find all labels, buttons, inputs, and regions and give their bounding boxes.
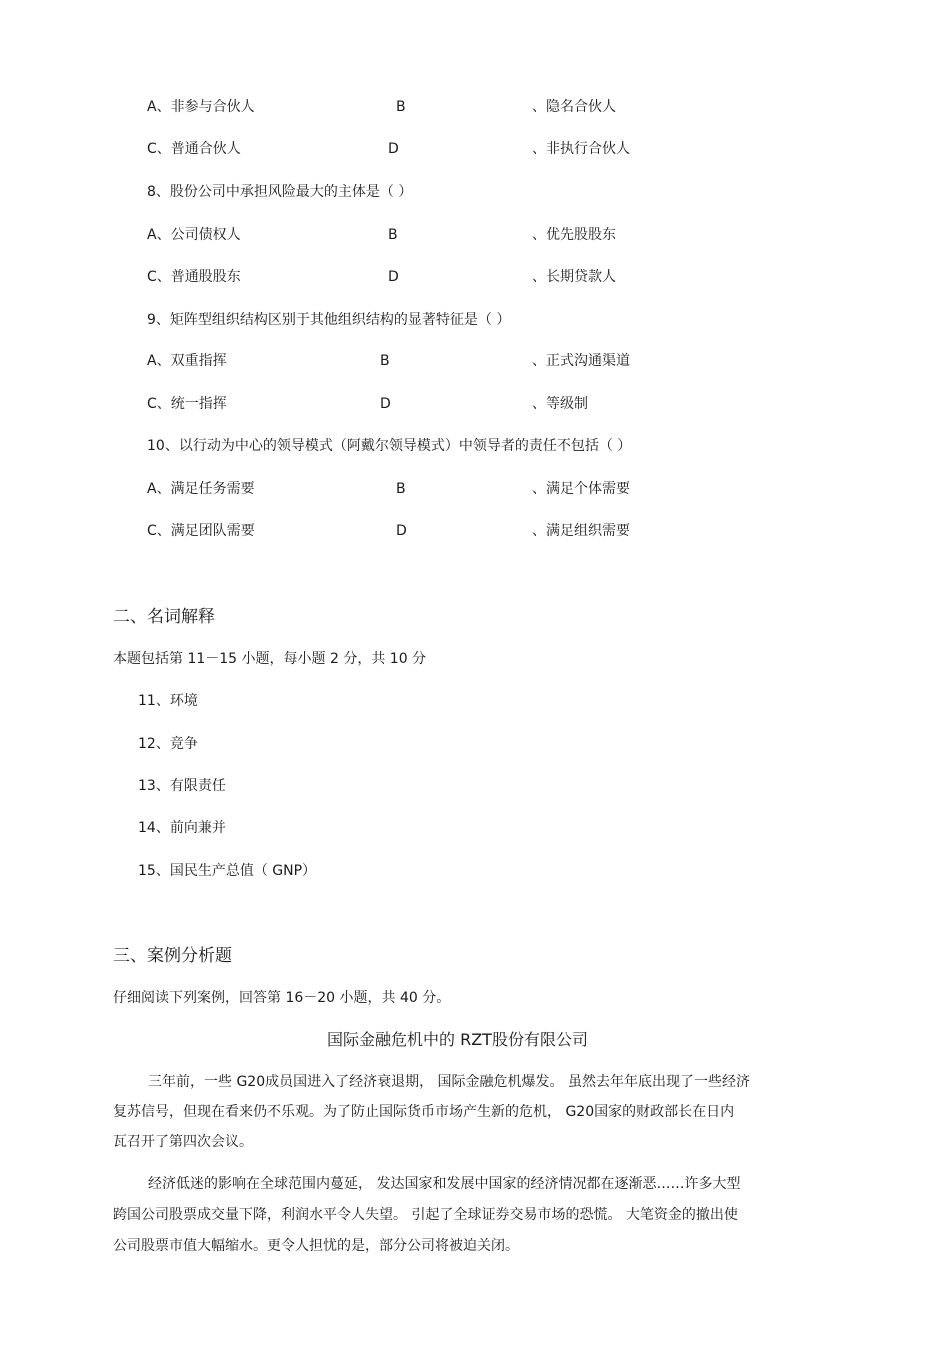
case-paragraph-line: 复苏信号，但现在看来仍不乐观。为了防止国际货币市场产生新的危机， G20国家的财政部长在日内 <box>113 1104 735 1120</box>
q8-option-b-letter: B <box>388 227 398 243</box>
q9-option-c: C、统一指挥 <box>147 396 227 412</box>
q7-option-d-letter: D <box>388 141 399 157</box>
q10-option-d-text: 、满足组织需要 <box>532 523 630 539</box>
q10-option-b-letter: B <box>396 481 406 497</box>
q10-option-d-letter: D <box>396 523 407 539</box>
q8-option-b-text: 、优先股股东 <box>532 227 616 243</box>
q10-question: 10、以行动为中心的领导模式（阿戴尔领导模式）中领导者的责任不包括（ ） <box>147 438 632 454</box>
q8-question: 8、股份公司中承担风险最大的主体是（ ） <box>147 184 413 200</box>
q7-option-d-text: 、非执行合伙人 <box>532 141 630 157</box>
term-item: 12、竞争 <box>138 736 198 752</box>
q10-option-b-text: 、满足个体需要 <box>532 481 630 497</box>
q7-option-b-text: 、隐名合伙人 <box>532 99 616 115</box>
term-item: 11、环境 <box>138 693 198 709</box>
case-paragraph-line: 瓦召开了第四次会议。 <box>113 1134 253 1150</box>
case-paragraph-line: 公司股票市值大幅缩水。更令人担忧的是，部分公司将被迫关闭。 <box>113 1238 519 1254</box>
q9-option-b-letter: B <box>380 353 390 369</box>
q7-option-b-letter: B <box>396 99 406 115</box>
q7-option-c: C、普通合伙人 <box>147 141 241 157</box>
q8-option-d-letter: D <box>388 269 399 285</box>
q8-option-a: A、公司债权人 <box>147 227 241 243</box>
section2-instructions: 本题包括第 11－15 小题，每小题 2 分，共 10 分 <box>113 651 427 667</box>
case-paragraph-line: 经济低迷的影响在全球范围内蔓延， 发达国家和发展中国家的经济情况都在逐渐恶……许多大型 <box>148 1176 741 1192</box>
q9-option-a: A、双重指挥 <box>147 353 227 369</box>
section3-heading: 三、案例分析题 <box>113 946 232 966</box>
section2-heading: 二、名词解释 <box>113 607 215 627</box>
q9-option-d-text: 、等级制 <box>532 396 588 412</box>
q8-option-c: C、普通股股东 <box>147 269 241 285</box>
case-paragraph-line: 三年前，一些 G20成员国进入了经济衰退期， 国际金融危机爆发。 虽然去年年底出现了一些经济 <box>148 1074 751 1090</box>
case-title: 国际金融危机中的 RZT股份有限公司 <box>327 1030 588 1049</box>
q8-option-d-text: 、长期贷款人 <box>532 269 616 285</box>
q9-question: 9、矩阵型组织结构区别于其他组织结构的显著特征是（ ） <box>147 312 511 328</box>
q7-option-a: A、非参与合伙人 <box>147 99 255 115</box>
q9-option-b-text: 、正式沟通渠道 <box>532 353 630 369</box>
q10-option-a: A、满足任务需要 <box>147 481 255 497</box>
q9-option-d-letter: D <box>380 396 391 412</box>
term-item: 13、有限责任 <box>138 778 226 794</box>
q10-option-c: C、满足团队需要 <box>147 523 255 539</box>
term-item: 14、前向兼并 <box>138 820 226 836</box>
case-paragraph-line: 跨国公司股票成交量下降，利润水平令人失望。 引起了全球证券交易市场的恐慌。 大笔资金的撤出使 <box>113 1207 738 1223</box>
term-item: 15、国民生产总值（ GNP） <box>138 863 317 879</box>
section3-instructions: 仔细阅读下列案例，回答第 16－20 小题，共 40 分。 <box>113 990 451 1006</box>
